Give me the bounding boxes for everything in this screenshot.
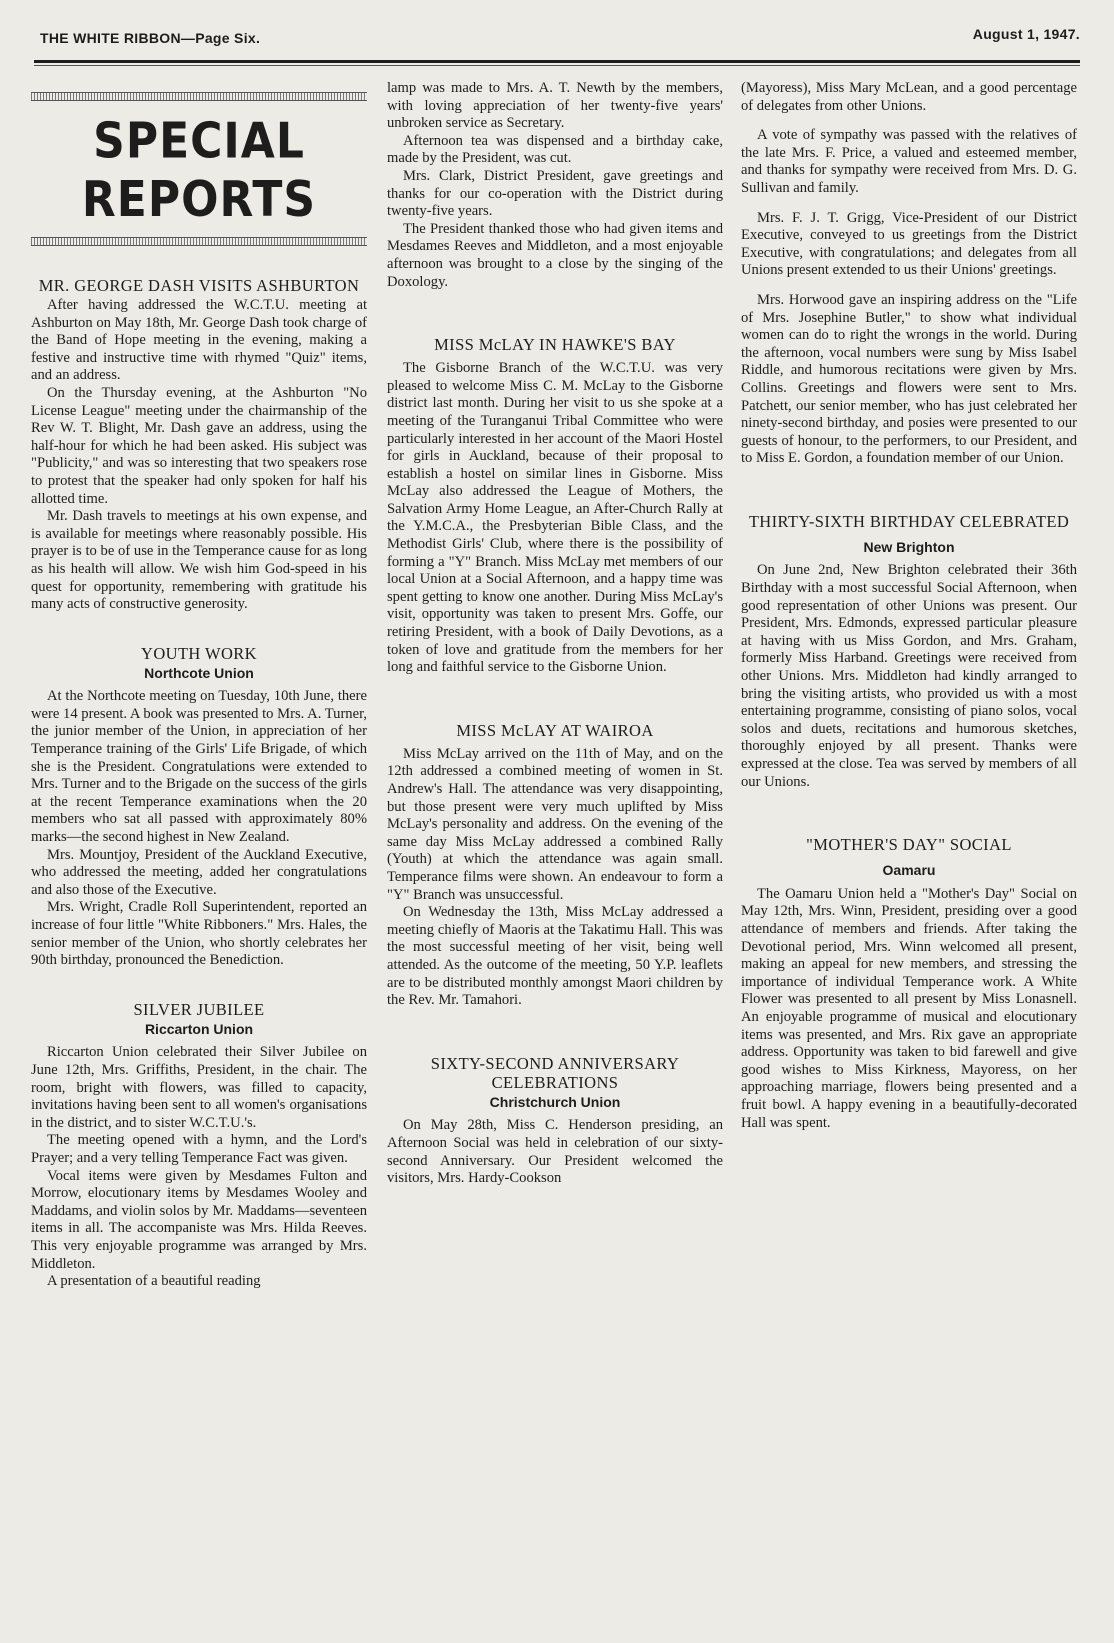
article-title-birthday: THIRTY-SIXTH BIRTHDAY CELEBRATED	[748, 511, 1070, 531]
article-subtitle-sixty-second: Christchurch Union	[489, 1093, 621, 1110]
article-paragraph: The Gisborne Branch of the W.C.T.U. was very pleased to welcome Miss C. M. McLay to the Gisborne district last month. During her visit to us she spoke at a meeting of the Turanganui Tribal Committee who were particularly interested in her account of the Maori Hostel for girls in Auckland, because of their proposal to establish a hostel on similar lines in Gisborne. Miss McLay also addressed the League of Mothers, the Salvation Army Home League, an After-Church Rally at the Y.M.C.A., the Presbyterian Bible Class, and the Methodist Girls' Club, where there is the possibility of forming a "Y" Branch. Miss McLay met members of our local Union at a Social Afternoon, and a happy time was spent getting to know one another. During Miss McLay's visit, opportunity was taken to present Mrs. Goffe, our retiring President, with a book of Daily Devotions, as a token of love and gratitude from the members for her long and faithful service to the Gisborne Union.	[387, 360, 723, 676]
article-paragraph: Afternoon tea was dispensed and a birthday cake, made by the President, was cut.	[387, 132, 723, 167]
article-paragraph: On the Thursday evening, at the Ashburton "No License League" meeting under the chairmanship of the Rev W. T. Blight, Mr. Dash gave an address, using the half-hour for which he had been asked. His subject was "Publicity," and was so interesting that two speakers rose to protest that the speaker had only spoken for half his allotted time.	[31, 384, 367, 507]
masthead-date: August 1, 1947.	[972, 26, 1080, 42]
article-paragraph: Mrs. F. J. T. Grigg, Vice-President of our District Executive, conveyed to us greetings from the District Executive, with congratulations; and delegates from all Unions present extended to us their Unions' greetings.	[741, 209, 1077, 279]
top-rule-thin	[34, 65, 1080, 66]
article-paragraph: The President thanked those who had given items and Mesdames Reeves and Middleton, and a most enjoyable afternoon was brought to a close by the singing of the Doxology.	[387, 220, 723, 290]
article-subtitle-youth: Northcote Union	[144, 664, 254, 681]
column-1	[31, 92, 367, 1291]
article-paragraph: Vocal items were given by Mesdames Fulton and Morrow, elocutionary items by Mesdames Wooley and Maddams, and violin solos by Mr. Maddams—seventeen items in all. The accompaniste was Mrs. Hilda Reeves. This very enjoyable programme was arranged by Mrs. Middleton.	[31, 1167, 367, 1272]
article-title-mothers-day: "MOTHER'S DAY" SOCIAL	[806, 835, 1012, 855]
article-paragraph: On Wednesday the 13th, Miss McLay addressed a meeting chiefly of Maoris at the Takatimu Hall. This was the most successful meeting of her visit, being well attended. As the outcome of the meeting, 50 Y.P. leaflets are to be distributed monthly amongst Maori children by the Rev. Mr. Tamahori.	[387, 904, 723, 1009]
article-paragraph: Mrs. Clark, District President, gave greetings and thanks for our co-operation with the District during twenty-five years.	[387, 167, 723, 220]
article-title-wairoa: MISS McLAY AT WAIROA	[456, 720, 654, 740]
article-paragraph: lamp was made to Mrs. A. T. Newth by the members, with loving appreciation of her twenty-five years' unbroken service as Secretary.	[387, 80, 723, 132]
article-subtitle-jubilee: Riccarton Union	[144, 1020, 254, 1037]
masthead-title: THE WHITE RIBBON—Page Six.	[40, 30, 261, 46]
article-paragraph: Mr. Dash travels to meetings at his own expense, and is available for meetings where reasonably possible. His prayer is to be of use in the Temperance cause for as long as his health will allow. We wish him God-speed in his quest for opportunity, remembering with gratitude his many acts of constructive generosity.	[31, 508, 367, 613]
top-rule	[34, 60, 1080, 63]
article-paragraph: Miss McLay arrived on the 11th of May, and on the 12th addressed a combined meeting of women in St. Andrew's Hall. The attendance was very disappointing, but those present were very much uplifted by Miss McLay's personality and address. On the evening of the same day Miss McLay addressed a combined Rally (Youth) at which the attendance was again small. Temperance films were shown. An endeavour to form a "Y" Branch was unsuccessful.	[387, 745, 723, 903]
article-paragraph: After having addressed the W.C.T.U. meeting at Ashburton on May 18th, Mr. George Dash took charge of the Band of Hope meeting in the evening, making a festive and instructive time with rhymed "Quiz" items, and an address.	[31, 297, 367, 384]
article-subtitle-mothers-day: Oamaru	[882, 862, 936, 879]
article-paragraph: At the Northcote meeting on Tuesday, 10th June, there were 14 present. A book was presented to Mrs. A. Turner, the junior member of the Union, in appreciation of her Temperance training of the Girls' Life Brigade, of which she is the President. Congratulations were extended to Mrs. Turner and to the Brigade on the success of the girls at the recent Temperance examinations when the 20 members who sat all passed with approximately 80% marks—the second highest in New Zealand.	[31, 688, 367, 846]
article-title-dash: MR. GEORGE DASH VISITS ASHBURTON	[38, 276, 360, 295]
article-subtitle-birthday: New Brighton	[863, 538, 955, 555]
article-paragraph: On May 28th, Miss C. Henderson presiding, an Afternoon Social was held in celebration of our sixty-second Anniversary. Our President welcomed the visitors, Mrs. Hardy-Cookson	[387, 1117, 723, 1187]
article-paragraph: On June 2nd, New Brighton celebrated their 36th Birthday with a most successful Social Afternoon, when good representation of other Unions was present. Our President, Mrs. Edmonds, expressed particular pleasure at having with us Miss Gordon, and Mrs. Graham, formerly Miss Harband. Greetings were received from other Unions. Mrs. Middleton had kindly arranged to bring the visiting artists, who provided us with a most entertaining programme, consisting of piano solos, vocal solos and duets, recitations and humorous sketches, thoroughly enjoyed by all present. Thanks were expressed at the close. Tea was served by members of all our Unions.	[741, 562, 1077, 790]
banner-rule-top	[31, 92, 367, 101]
article-paragraph: A presentation of a beautiful reading	[47, 1273, 261, 1290]
article-paragraph: The meeting opened with a hymn, and the Lord's Prayer; and a very telling Temperance Fact was given.	[31, 1132, 367, 1166]
column-3	[741, 80, 1077, 1132]
banner-rule-bottom	[31, 237, 367, 246]
article-title-sixty-second: SIXTY-SECOND ANNIVERSARY CELEBRATIONS	[430, 1053, 680, 1092]
article-title-jubilee: SILVER JUBILEE	[133, 999, 265, 1019]
article-paragraph: Mrs. Mountjoy, President of the Auckland Executive, who addressed the meeting, added her congratulations and also those of the Executive.	[31, 846, 367, 898]
article-paragraph: The Oamaru Union held a "Mother's Day" Social on May 12th, Mrs. Winn, President, presiding over a good attendance of members and friends. After taking the Devotional period, Mrs. Winn welcomed all present, making an appeal for new members, and stressing the importance of individual Temperance work. A White Flower was presented to all present by Miss Lonasnell. An enjoyable programme of musical and elocutionary items was presented, and Mrs. Rix gave an appropriate address. Opportunity was taken to bid farewell and give good wishes to Miss Kirkness, Mayoress, on her approaching marriage, flowers being presented and a fruit bowl. A happy evening in a beautifully-decorated Hall was spent.	[741, 885, 1077, 1131]
column-2	[387, 80, 723, 1188]
article-title-youth: YOUTH WORK	[141, 643, 257, 663]
article-paragraph: A vote of sympathy was passed with the relatives of the late Mrs. F. Price, a valued and esteemed member, and thanks for sympathy were received from Mrs. D. G. Sullivan and family.	[741, 127, 1077, 196]
article-paragraph: (Mayoress), Miss Mary McLean, and a good percentage of delegates from other Unions.	[741, 80, 1077, 114]
article-paragraph: Mrs. Horwood gave an inspiring address on the "Life of Mrs. Josephine Butler," to show what individual women can do to right the wrongs in the world. During the afternoon, vocal numbers were sung by Miss Isabel Riddle, and humorous recitations were given by Mrs. Collins. Greetings and flowers were sent to Mrs. Patchett, our senior member, who has just celebrated her ninety-second birthday, and posies were presented to our guests of honour, to the performers, to our President, and to Miss E. Gordon, a foundation member of our Union.	[741, 291, 1077, 467]
article-title-hawkes-bay: MISS McLAY IN HAWKE'S BAY	[434, 335, 676, 355]
masthead	[36, 26, 1080, 48]
article-paragraph: Mrs. Wright, Cradle Roll Superintendent, reported an increase of four little "White Ribboners." Mrs. Hales, the senior member of the Union, who shortly celebrates her 90th birthday, pronounced the Benediction.	[31, 899, 367, 969]
article-paragraph: Riccarton Union celebrated their Silver Jubilee on June 12th, Mrs. Griffiths, President, in the chair. The room, bright with flowers, was filled to capacity, invitations having been sent to all women's organisations in the district, and to sister W.C.T.U.'s.	[31, 1044, 367, 1131]
section-banner: SPECIAL REPORTS	[81, 112, 317, 229]
